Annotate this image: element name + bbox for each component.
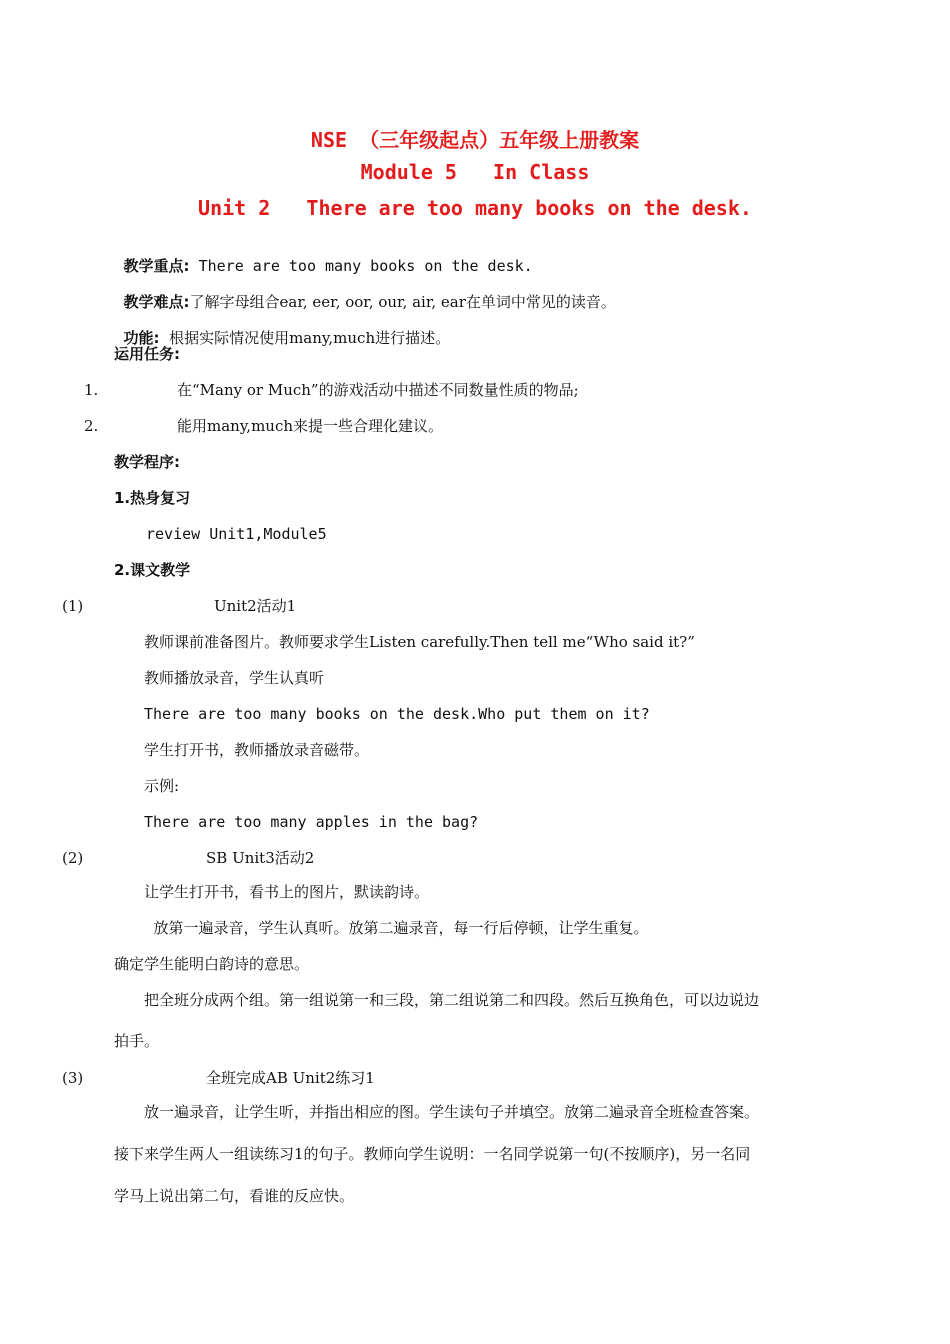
activity2-num: (2)	[62, 849, 84, 867]
task-num-2: 2.	[84, 417, 99, 435]
activity1-line: 学生打开书，教师播放录音磁带。	[144, 741, 370, 759]
activity2-line: 让学生打开书，看书上的图片，默读韵诗。	[144, 883, 430, 901]
activity3-line: 放一遍录音，让学生听，并指出相应的图。学生读句子并填空。放第二遍录音全班检查答案。	[144, 1103, 760, 1121]
step2-label: 2.课文教学	[114, 561, 191, 579]
difficulty-label: 教学难点:	[123, 293, 190, 311]
module-title: Module 5 In Class	[360, 160, 590, 184]
activity2-line: 拍手。	[114, 1032, 160, 1050]
task-text-1: 在“Many or Much”的游戏活动中描述不同数量性质的物品;	[177, 381, 579, 399]
focus-text: There are too many books on the desk.	[189, 257, 533, 275]
activity1-title: Unit2活动1	[214, 597, 297, 615]
focus-label: 教学重点:	[123, 257, 190, 275]
task-text-2: 能用many,much来提一些合理化建议。	[177, 417, 444, 435]
unit-title: Unit 2 There are too many books on the desk.	[198, 196, 752, 220]
doc-title: NSE （三年级起点）五年级上册教案	[310, 128, 640, 152]
teaching-difficulty	[114, 272, 616, 312]
function	[114, 308, 450, 348]
activity2-line: 放第一遍录音，学生认真听。放第二遍录音，每一行后停顿，让学生重复。	[144, 919, 649, 937]
activity2-line: 把全班分成两个组。第一组说第一和三段，第二组说第二和四段。然后互换角色，可以边说边	[144, 991, 760, 1009]
activity1-line: 教师课前准备图片。教师要求学生Listen carefully.Then tell me“Who said it?”	[144, 633, 695, 651]
activity3-num: (3)	[62, 1069, 84, 1087]
function-text: 根据实际情况使用many,much进行描述。	[159, 329, 451, 347]
activity3-line: 学马上说出第二句，看谁的反应快。	[114, 1187, 355, 1205]
activity1-line: There are too many books on the desk.Who put them on it?	[144, 705, 650, 723]
activity3-line: 接下来学生两人一组读练习1的句子。教师向学生说明：一名同学说第一句(不按顺序)，另一名同	[114, 1145, 751, 1163]
activity2-title: SB Unit3活动2	[206, 849, 315, 867]
activity1-line: 示例:	[144, 777, 180, 795]
activity2-line: 确定学生能明白韵诗的意思。	[114, 955, 310, 973]
activity1-num: (1)	[62, 597, 84, 615]
step1-text: review Unit1,Module5	[146, 525, 327, 543]
activity3-title: 全班完成AB Unit2练习1	[206, 1069, 375, 1087]
activity1-line: 教师播放录音，学生认真听	[144, 669, 325, 687]
teaching-focus	[114, 236, 533, 276]
task-num-1: 1.	[84, 381, 99, 399]
difficulty-text: 了解字母组合ear, eer, oor, our, air, ear在单词中常见的读音。	[189, 293, 616, 311]
function-label: 功能:	[123, 329, 160, 347]
procedure-label: 教学程序:	[114, 453, 180, 471]
activity1-line: There are too many apples in the bag?	[144, 813, 479, 831]
step1-label: 1.热身复习	[114, 489, 191, 507]
task-label: 运用任务:	[114, 345, 180, 363]
